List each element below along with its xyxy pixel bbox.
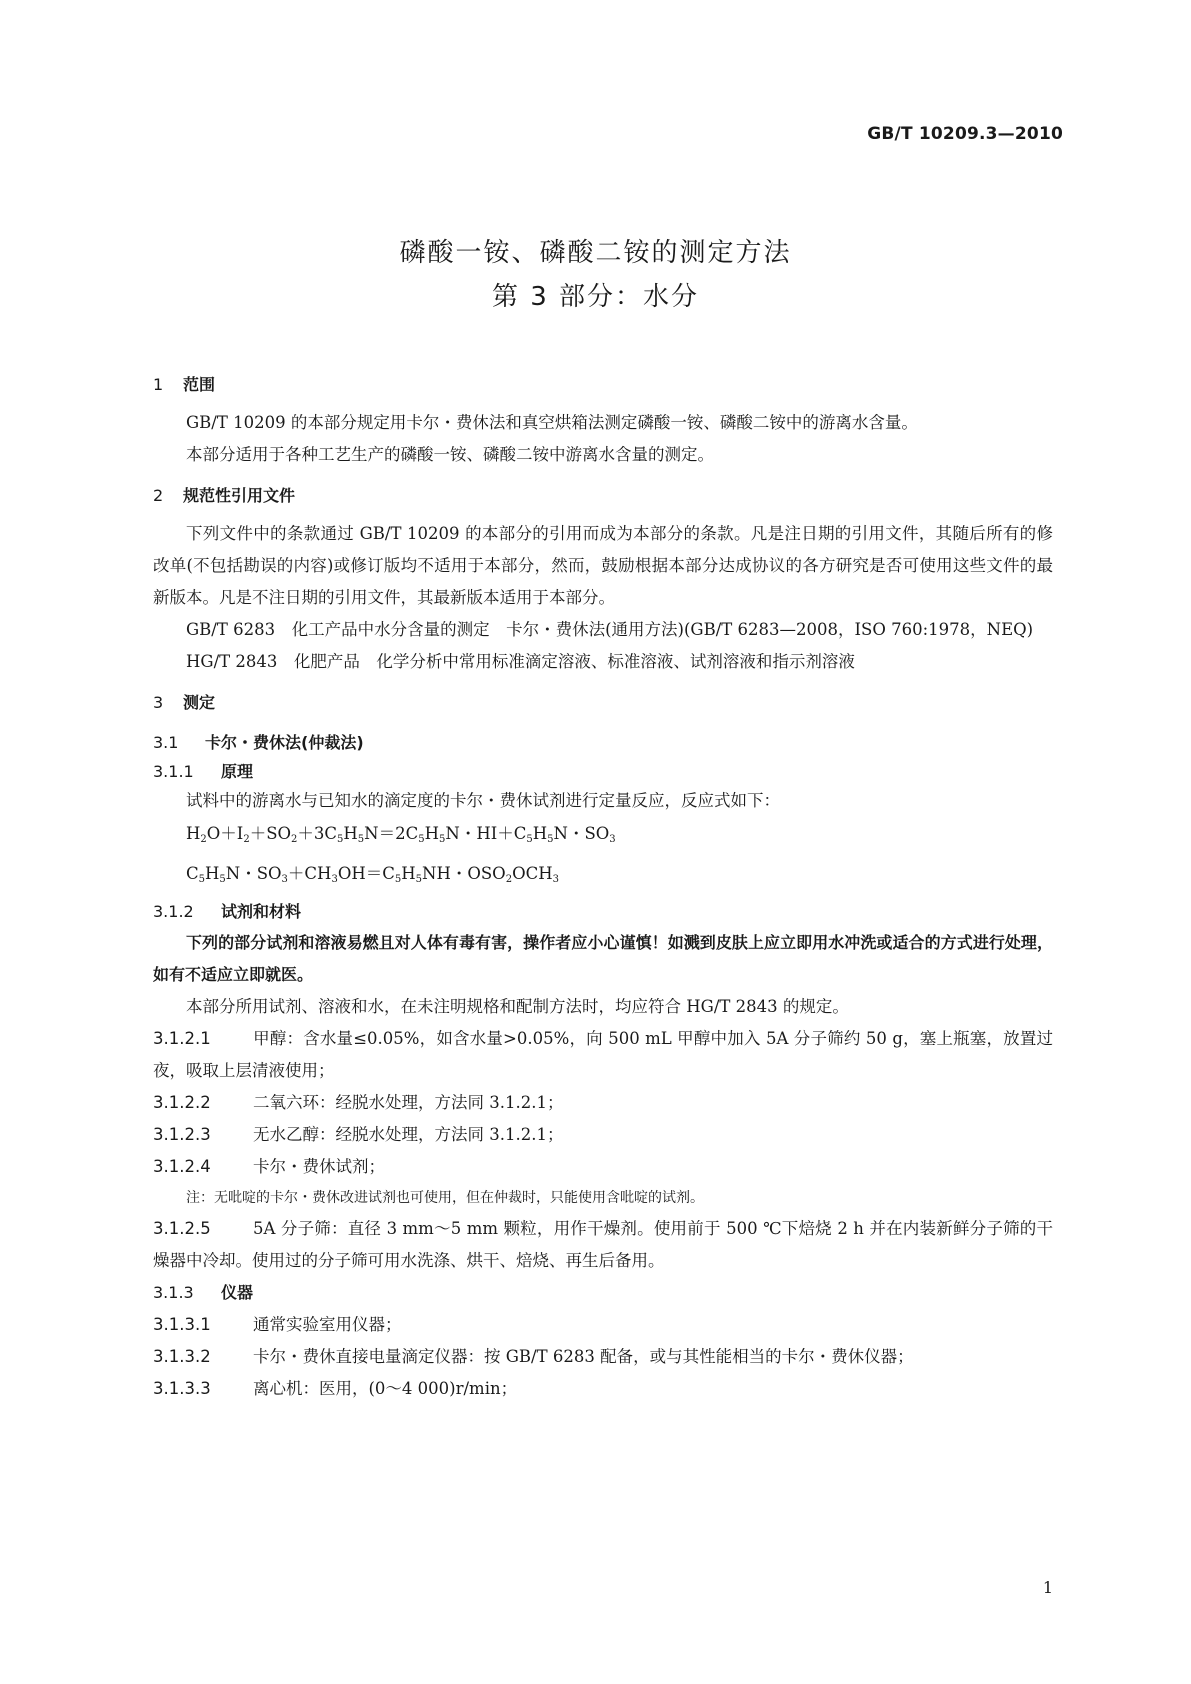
principle-paragraph: 试料中的游离水与已知水的滴定度的卡尔・费休试剂进行定量反应，反应式如下： (186, 791, 780, 810)
document-subtitle: 第 3 部分：水分 (491, 282, 700, 312)
standard-code: GB/T 10209.3—2010 (867, 124, 1063, 144)
document-body (153, 372, 1053, 1405)
reaction-equation-2: $C_5H_5N$・$SO_3+CH_3OH=C_5H_5NH$・$OSO_2OCH_3$ (186, 864, 559, 885)
clause-3-1-3-3: 3.1.3.3 离心机：医用，(0～4 000)r/min； (153, 1379, 518, 1398)
section-3-1-heading: 3.1 卡尔・费休法(仲裁法) (153, 733, 364, 752)
clause-3-1-2-4: 3.1.2.4 卡尔・费休试剂； (153, 1157, 385, 1176)
section-3-1-3-heading: 3.1.3 仪器 (153, 1283, 254, 1302)
section-3-heading: 3 测定 (153, 693, 216, 712)
section-1-paragraph-1: GB/T 10209 的本部分规定用卡尔・费休法和真空烘箱法测定磷酸一铵、磷酸二铵中的游离水含量。 (186, 413, 918, 432)
reaction-equation-1: $H_2O+I_2+SO_2+3C_5H_5N=2C_5H_5N$・$HI+C_5H_5N$・$SO_3$ (186, 824, 616, 845)
section-1-paragraph-2: 本部分适用于各种工艺生产的磷酸一铵、磷酸二铵中游离水含量的测定。 (186, 445, 714, 464)
page-number: 1 (1042, 1578, 1053, 1597)
clause-3-1-2-5: 3.1.2.5 5A 分子筛：直径 3 mm～5 mm 颗粒，用作干燥剂。使用前于 500 ℃下焙烧 2 h 并在内装新鲜分子筛的干燥器中冷却。使用过的分子筛可用水洗涤、烘干、焙烧、再生后备用。 (153, 1219, 1053, 1270)
clause-3-1-3-1: 3.1.3.1 通常实验室用仪器； (153, 1315, 402, 1334)
reference-hg-t-2843: HG/T 2843 化肥产品 化学分析中常用标准滴定溶液、标准溶液、试剂溶液和指示剂溶液 (186, 652, 855, 671)
reference-gb-t-6283: GB/T 6283 化工产品中水分含量的测定 卡尔・费休法(通用方法)(GB/T 6283—2008，ISO 760:1978，NEQ) (186, 620, 1034, 639)
section-3-1-1-heading: 3.1.1 原理 (153, 762, 254, 781)
section-3-1-2-heading: 3.1.2 试剂和材料 (153, 902, 302, 921)
section-2-paragraph: 下列文件中的条款通过 GB/T 10209 的本部分的引用而成为本部分的条款。凡是注日期的引用文件，其随后所有的修改单(不包括勘误的内容)或修订版均不适用于本部分，然而，鼓励根据本部分达成协议的各方研究是否可使用这些文件的最新版本。凡是不注日期的引用文件，其最新版本适用于本部分。 (153, 524, 1053, 607)
document-title: 磷酸一铵、磷酸二铵的测定方法 (399, 238, 792, 268)
clause-3-1-2-1: 3.1.2.1 甲醇：含水量≤0.05%，如含水量>0.05%，向 500 mL 甲醇中加入 5A 分子筛约 50 g，塞上瓶塞，放置过夜，吸取上层清液使用； (153, 1029, 1053, 1080)
reagents-paragraph: 本部分所用试剂、溶液和水，在未注明规格和配制方法时，均应符合 HG/T 2843 的规定。 (186, 997, 849, 1016)
safety-warning: 下列的部分试剂和溶液易燃且对人体有毒有害，操作者应小心谨慎！如溅到皮肤上应立即用水冲洗或适合的方式进行处理，如有不适应立即就医。 (153, 933, 1053, 984)
clause-3-1-2-2: 3.1.2.2 二氧六环：经脱水处理，方法同 3.1.2.1； (153, 1093, 564, 1112)
section-1-heading: 1 范围 (153, 375, 216, 394)
clause-3-1-2-3: 3.1.2.3 无水乙醇：经脱水处理，方法同 3.1.2.1； (153, 1125, 564, 1144)
note: 注：无吡啶的卡尔・费休改进试剂也可使用，但在仲裁时，只能使用含吡啶的试剂。 (186, 1190, 704, 1206)
clause-3-1-3-2: 3.1.3.2 卡尔・费休直接电量滴定仪器：按 GB/T 6283 配备，或与其性能相当的卡尔・费休仪器； (153, 1347, 914, 1366)
section-2-heading: 2 规范性引用文件 (153, 486, 296, 505)
